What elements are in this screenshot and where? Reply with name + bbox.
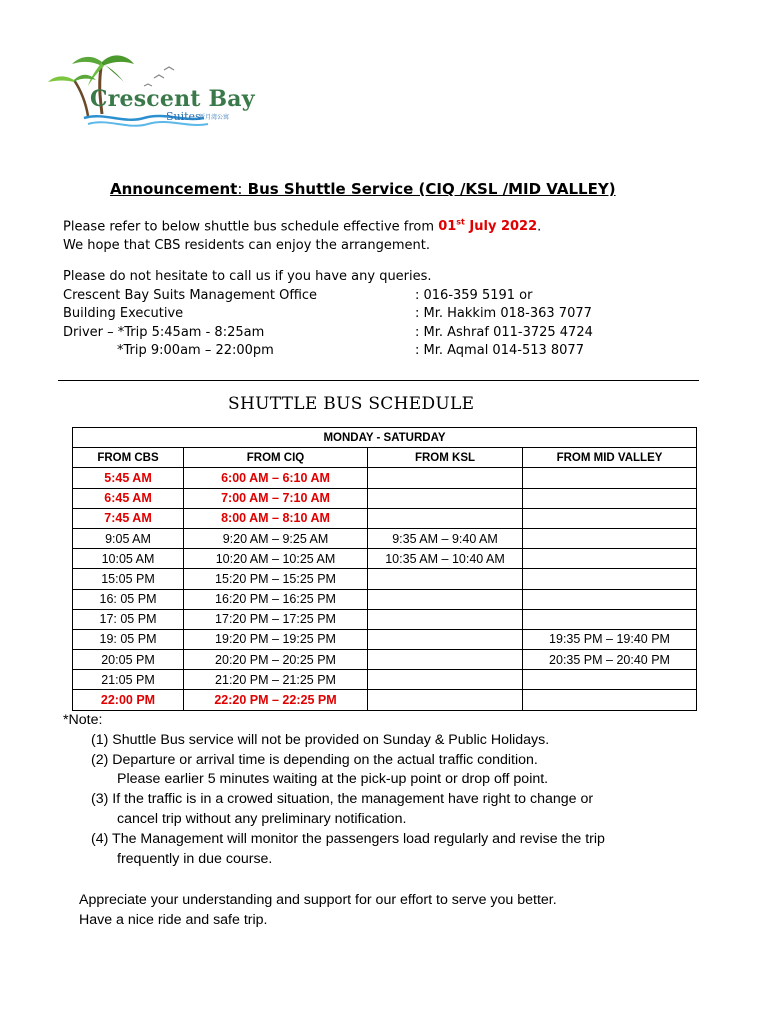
- table-row: [73, 569, 697, 589]
- table-cell: 19: 05 PM: [73, 629, 184, 649]
- closing-text: [79, 890, 557, 930]
- table-cell: 20:20 PM – 20:25 PM: [184, 650, 368, 670]
- table-cell: 21:20 PM – 21:25 PM: [184, 670, 368, 690]
- table-row: [73, 609, 697, 629]
- table-cell: 8:00 AM – 8:10 AM: [184, 508, 368, 528]
- table-cell: 10:05 AM: [73, 549, 184, 569]
- table-cell: [368, 629, 523, 649]
- table-cell: 5:45 AM: [73, 468, 184, 488]
- schedule-table: [72, 427, 697, 711]
- logo-brand-text: Crescent Bay: [90, 86, 255, 112]
- table-cell: 9:05 AM: [73, 528, 184, 548]
- table-cell: 22:20 PM – 22:25 PM: [184, 690, 368, 710]
- closing-line: Appreciate your understanding and support for our effort to serve you better.: [79, 892, 557, 908]
- table-cell: [523, 589, 697, 609]
- contact-row: Building Executive : Mr. Hakkim 018-363 7077: [63, 306, 592, 322]
- column-header: FROM KSL: [368, 448, 523, 468]
- notes-heading: *Note:: [63, 712, 103, 728]
- table-cell: 10:35 AM – 10:40 AM: [368, 549, 523, 569]
- table-row: [73, 488, 697, 508]
- intro-text: Please refer to below shuttle bus schedule effective from 01st July 2022. We hope that CBS residents can enjoy the arrangement.: [63, 218, 542, 254]
- table-cell: 17: 05 PM: [73, 609, 184, 629]
- table-row: [73, 468, 697, 488]
- table-cell: 16:20 PM – 16:25 PM: [184, 589, 368, 609]
- table-cell: 10:20 AM – 10:25 AM: [184, 549, 368, 569]
- table-cell: [368, 670, 523, 690]
- table-row: [73, 508, 697, 528]
- table-cell: 22:00 PM: [73, 690, 184, 710]
- table-cell: 20:35 PM – 20:40 PM: [523, 650, 697, 670]
- table-cell: [523, 670, 697, 690]
- closing-line: Have a nice ride and safe trip.: [79, 912, 268, 928]
- logo-cn-text: 新月湾公寓: [199, 114, 230, 121]
- table-cell: 21:05 PM: [73, 670, 184, 690]
- table-cell: 15:20 PM – 15:25 PM: [184, 569, 368, 589]
- table-cell: 15:05 PM: [73, 569, 184, 589]
- table-cell: 9:35 AM – 9:40 AM: [368, 528, 523, 548]
- table-cell: 6:00 AM – 6:10 AM: [184, 468, 368, 488]
- contact-row: *Trip 9:00am – 22:00pm : Mr. Aqmal 014-513 8077: [117, 343, 584, 359]
- note-item: (2) Departure or arrival time is depending on the actual traffic condition.: [91, 751, 538, 768]
- table-row: [73, 549, 697, 569]
- divider: [58, 380, 699, 381]
- table-cell: [368, 609, 523, 629]
- table-cell: [523, 528, 697, 548]
- note-item: (3) If the traffic is in a crowed situation, the management have right to change or: [91, 791, 594, 808]
- notes-block: [63, 711, 605, 869]
- table-cell: [368, 569, 523, 589]
- table-cell: 20:05 PM: [73, 650, 184, 670]
- note-item: (4) The Management will monitor the passengers load regularly and revise the trip: [91, 830, 605, 847]
- contacts-intro: Please do not hesitate to call us if you have any queries.: [63, 269, 432, 284]
- table-cell: [368, 690, 523, 710]
- table-cell: 16: 05 PM: [73, 589, 184, 609]
- contact-row: Driver – *Trip 5:45am - 8:25am : Mr. Ashraf 011-3725 4724: [63, 324, 593, 340]
- table-cell: [368, 488, 523, 508]
- table-row: [73, 528, 697, 548]
- contacts-block: [63, 268, 593, 361]
- table-cell: [523, 690, 697, 710]
- schedule-period: MONDAY - SATURDAY: [73, 428, 697, 448]
- table-cell: [523, 468, 697, 488]
- column-header: FROM CIQ: [184, 448, 368, 468]
- table-cell: [523, 488, 697, 508]
- announcement-title: Announcement: Bus Shuttle Service (CIQ /KSL /MID VALLEY): [110, 180, 616, 198]
- table-cell: [368, 589, 523, 609]
- table-row: [73, 650, 697, 670]
- table-cell: 17:20 PM – 17:25 PM: [184, 609, 368, 629]
- column-header: FROM MID VALLEY: [523, 448, 697, 468]
- table-row: [73, 690, 697, 710]
- table-cell: [368, 508, 523, 528]
- table-cell: [368, 468, 523, 488]
- table-cell: 19:35 PM – 19:40 PM: [523, 629, 697, 649]
- table-cell: 19:20 PM – 19:25 PM: [184, 629, 368, 649]
- table-cell: 7:45 AM: [73, 508, 184, 528]
- schedule-title: SHUTTLE BUS SCHEDULE: [228, 394, 475, 414]
- logo-sub-text: Suites: [166, 110, 201, 123]
- table-cell: [523, 508, 697, 528]
- column-header: FROM CBS: [73, 448, 184, 468]
- table-cell: 9:20 AM – 9:25 AM: [184, 528, 368, 548]
- table-row: [73, 589, 697, 609]
- table-cell: [523, 569, 697, 589]
- note-item-cont: frequently in due course.: [117, 850, 273, 867]
- note-item: (1) Shuttle Bus service will not be provided on Sunday & Public Holidays.: [91, 731, 550, 748]
- table-cell: [523, 549, 697, 569]
- note-item-cont: cancel trip without any preliminary notification.: [117, 810, 407, 827]
- table-cell: 7:00 AM – 7:10 AM: [184, 488, 368, 508]
- note-item-cont: Please earlier 5 minutes waiting at the pick-up point or drop off point.: [117, 771, 549, 788]
- table-cell: [523, 609, 697, 629]
- table-row: [73, 629, 697, 649]
- table-cell: 6:45 AM: [73, 488, 184, 508]
- contact-row: Crescent Bay Suits Management Office : 016-359 5191 or: [63, 287, 533, 303]
- table-row: [73, 670, 697, 690]
- table-cell: [368, 650, 523, 670]
